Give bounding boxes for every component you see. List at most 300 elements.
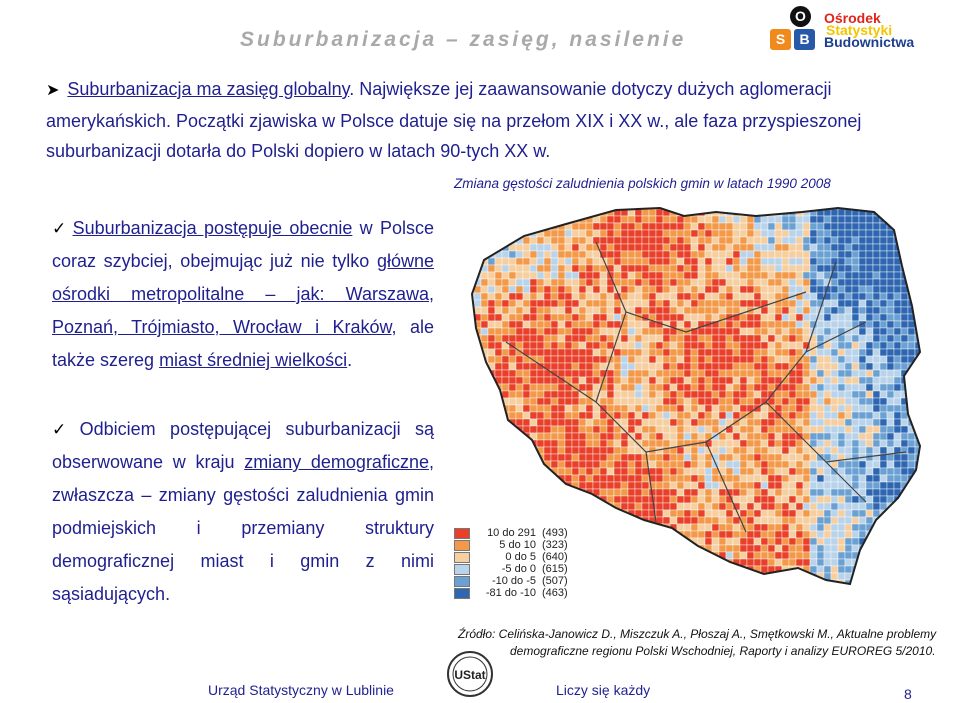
gmina-cell [922,300,929,307]
gmina-cell [635,489,642,496]
gmina-cell [873,587,880,594]
gmina-cell [460,482,467,489]
gmina-cell [831,552,838,559]
gmina-cell [845,349,852,356]
gmina-cell [761,363,768,370]
gmina-cell [600,356,607,363]
gmina-cell [523,601,530,608]
gmina-cell [803,251,810,258]
gmina-cell [551,300,558,307]
gmina-cell [691,531,698,538]
gmina-cell [600,461,607,468]
gmina-cell [600,230,607,237]
gmina-cell [712,573,719,580]
gmina-cell [474,405,481,412]
gmina-cell [859,482,866,489]
gmina-cell [761,461,768,468]
gmina-cell [761,433,768,440]
gmina-cell [677,426,684,433]
gmina-cell [733,356,740,363]
gmina-cell [845,230,852,237]
gmina-cell [502,265,509,272]
gmina-cell [831,363,838,370]
gmina-cell [579,594,586,601]
gmina-cell [635,286,642,293]
gmina-cell [747,216,754,223]
gmina-cell [600,524,607,531]
gmina-cell [705,237,712,244]
gmina-cell [649,503,656,510]
gmina-cell [579,405,586,412]
gmina-cell [586,321,593,328]
gmina-cell [908,328,915,335]
gmina-cell [817,335,824,342]
gmina-cell [677,384,684,391]
gmina-cell [607,552,614,559]
gmina-cell [859,601,866,608]
gmina-cell [453,510,460,517]
gmina-cell [880,517,887,524]
gmina-cell [614,377,621,384]
gmina-cell [586,209,593,216]
gmina-cell [488,258,495,265]
gmina-cell [908,244,915,251]
gmina-cell [705,559,712,566]
gmina-cell [747,524,754,531]
gmina-cell [789,447,796,454]
gmina-cell [733,482,740,489]
gmina-cell [852,601,859,608]
gmina-cell [691,237,698,244]
gmina-cell [607,412,614,419]
gmina-cell [656,433,663,440]
gmina-cell [852,587,859,594]
gmina-cell [649,426,656,433]
gmina-cell [775,538,782,545]
gmina-cell [782,237,789,244]
gmina-cell [922,237,929,244]
gmina-cell [796,552,803,559]
gmina-cell [691,223,698,230]
gmina-cell [670,545,677,552]
gmina-cell [894,349,901,356]
gmina-cell [621,489,628,496]
gmina-cell [495,265,502,272]
gmina-cell [530,398,537,405]
gmina-cell [698,454,705,461]
gmina-cell [796,244,803,251]
gmina-cell [565,503,572,510]
gmina-cell [866,272,873,279]
gmina-cell [530,335,537,342]
gmina-cell [775,244,782,251]
gmina-cell [579,419,586,426]
gmina-cell [600,314,607,321]
gmina-cell [460,230,467,237]
gmina-cell [838,517,845,524]
gmina-cell [628,258,635,265]
gmina-cell [670,286,677,293]
gmina-cell [656,349,663,356]
gmina-cell [838,538,845,545]
gmina-cell [733,300,740,307]
gmina-cell [852,300,859,307]
gmina-cell [670,363,677,370]
gmina-cell [824,440,831,447]
gmina-cell [817,496,824,503]
gmina-cell [481,335,488,342]
gmina-cell [663,496,670,503]
gmina-cell [775,524,782,531]
gmina-cell [558,426,565,433]
gmina-cell [516,489,523,496]
gmina-cell [740,335,747,342]
gmina-cell [684,293,691,300]
gmina-cell [691,468,698,475]
gmina-cell [880,307,887,314]
gmina-cell [509,384,516,391]
gmina-cell [866,237,873,244]
gmina-cell [628,538,635,545]
gmina-cell [768,538,775,545]
gmina-cell [677,405,684,412]
gmina-cell [873,258,880,265]
gmina-cell [873,503,880,510]
gmina-cell [824,559,831,566]
gmina-cell [789,398,796,405]
gmina-cell [824,531,831,538]
gmina-cell [838,230,845,237]
gmina-cell [740,545,747,552]
gmina-cell [677,356,684,363]
gmina-cell [537,489,544,496]
gmina-cell [810,237,817,244]
gmina-cell [761,405,768,412]
gmina-cell [677,370,684,377]
gmina-cell [754,412,761,419]
gmina-cell [915,566,922,573]
gmina-cell [859,475,866,482]
gmina-cell [698,482,705,489]
gmina-cell [803,398,810,405]
gmina-cell [761,391,768,398]
gmina-cell [705,419,712,426]
gmina-cell [593,524,600,531]
gmina-cell [621,566,628,573]
gmina-cell [586,230,593,237]
gmina-cell [705,349,712,356]
gmina-cell [712,531,719,538]
gmina-cell [733,489,740,496]
gmina-cell [488,391,495,398]
gmina-cell [726,405,733,412]
gmina-cell [586,272,593,279]
gmina-cell [796,601,803,608]
gmina-cell [691,601,698,608]
gmina-cell [621,412,628,419]
gmina-cell [481,223,488,230]
gmina-cell [733,251,740,258]
gmina-cell [551,433,558,440]
gmina-cell [698,230,705,237]
gmina-cell [677,573,684,580]
intro-text: . Największe jej zaawansowanie dotyczy dużych aglomeracji amerykańskich. Początki zjawiska w Polsce datuje się na przełom XIX i XX w., ale faza przyspieszonej suburbanizacji dotarła do Polski dopiero w latach 90-tych XX w. [46,79,862,161]
gmina-cell [635,503,642,510]
gmina-cell [712,510,719,517]
gmina-cell [754,314,761,321]
gmina-cell [544,356,551,363]
gmina-cell [726,328,733,335]
gmina-cell [852,405,859,412]
gmina-cell [495,293,502,300]
gmina-cell [796,594,803,601]
gmina-cell [523,328,530,335]
gmina-cell [621,461,628,468]
gmina-cell [586,377,593,384]
gmina-cell [481,293,488,300]
gmina-cell [607,573,614,580]
gmina-cell [614,244,621,251]
gmina-cell [607,447,614,454]
gmina-cell [747,573,754,580]
gmina-cell [733,566,740,573]
gmina-cell [698,587,705,594]
gmina-cell [460,398,467,405]
gmina-cell [761,566,768,573]
gmina-cell [901,566,908,573]
gmina-cell [593,601,600,608]
gmina-cell [915,601,922,608]
gmina-cell [817,293,824,300]
gmina-cell [495,440,502,447]
gmina-cell [908,398,915,405]
gmina-cell [817,503,824,510]
gmina-cell [656,594,663,601]
gmina-cell [586,573,593,580]
gmina-cell [663,391,670,398]
gmina-cell [726,251,733,258]
gmina-cell [530,496,537,503]
legend-row [454,551,568,563]
gmina-cell [803,447,810,454]
gmina-cell [600,328,607,335]
gmina-cell [740,286,747,293]
gmina-cell [880,412,887,419]
gmina-cell [509,293,516,300]
gmina-cell [873,391,880,398]
gmina-cell [593,482,600,489]
gmina-cell [663,580,670,587]
gmina-cell [509,412,516,419]
gmina-cell [824,265,831,272]
gmina-cell [544,517,551,524]
gmina-cell [663,293,670,300]
gmina-cell [495,412,502,419]
gmina-cell [565,426,572,433]
gmina-cell [887,272,894,279]
gmina-cell [565,391,572,398]
gmina-cell [782,335,789,342]
gmina-cell [740,321,747,328]
gmina-cell [544,482,551,489]
gmina-cell [719,377,726,384]
gmina-cell [663,461,670,468]
gmina-cell [572,503,579,510]
gmina-cell [565,447,572,454]
gmina-cell [607,419,614,426]
gmina-cell [593,531,600,538]
gmina-cell [460,258,467,265]
gmina-cell [733,440,740,447]
gmina-cell [460,426,467,433]
gmina-cell [474,349,481,356]
gmina-cell [838,251,845,258]
gmina-cell [740,538,747,545]
gmina-cell [649,601,656,608]
gmina-cell [796,580,803,587]
gmina-cell [705,531,712,538]
gmina-cell [537,237,544,244]
gmina-cell [775,237,782,244]
gmina-cell [796,419,803,426]
para1-underlined-1: Suburbanizacja postępuje obecnie [72,218,353,238]
gmina-cell [670,531,677,538]
gmina-cell [859,468,866,475]
gmina-cell [677,524,684,531]
gmina-cell [887,531,894,538]
gmina-cell [586,426,593,433]
gmina-cell [460,384,467,391]
gmina-cell [600,279,607,286]
gmina-cell [558,307,565,314]
gmina-cell [810,370,817,377]
gmina-cell [600,510,607,517]
gmina-cell [663,538,670,545]
gmina-cell [712,244,719,251]
gmina-cell [705,398,712,405]
gmina-cell [887,265,894,272]
gmina-cell [894,377,901,384]
gmina-cell [852,447,859,454]
gmina-cell [740,349,747,356]
gmina-cell [474,216,481,223]
gmina-cell [649,209,656,216]
gmina-cell [677,398,684,405]
gmina-cell [691,510,698,517]
gmina-cell [705,482,712,489]
gmina-cell [859,384,866,391]
gmina-cell [880,209,887,216]
para2-underlined: zmiany demograficzne [244,452,429,472]
gmina-cell [754,216,761,223]
gmina-cell [915,307,922,314]
gmina-cell [782,384,789,391]
gmina-cell [873,433,880,440]
gmina-cell [831,524,838,531]
gmina-cell [901,202,908,209]
gmina-cell [719,370,726,377]
gmina-cell [677,580,684,587]
gmina-cell [621,328,628,335]
gmina-cell [726,202,733,209]
gmina-cell [635,216,642,223]
gmina-cell [922,503,929,510]
gmina-cell [754,587,761,594]
gmina-cell [810,552,817,559]
gmina-cell [684,321,691,328]
gmina-cell [523,335,530,342]
gmina-cell [719,447,726,454]
gmina-cell [691,307,698,314]
gmina-cell [572,545,579,552]
gmina-cell [488,293,495,300]
gmina-cell [831,447,838,454]
gmina-cell [460,251,467,258]
gmina-cell [712,251,719,258]
gmina-cell [761,244,768,251]
gmina-cell [649,419,656,426]
gmina-cell [922,510,929,517]
gmina-cell [502,454,509,461]
gmina-cell [894,587,901,594]
gmina-cell [810,356,817,363]
gmina-cell [719,244,726,251]
gmina-cell [523,321,530,328]
gmina-cell [768,545,775,552]
gmina-cell [530,377,537,384]
gmina-cell [824,391,831,398]
gmina-cell [467,384,474,391]
gmina-cell [831,244,838,251]
gmina-cell [684,468,691,475]
gmina-cell [614,454,621,461]
gmina-cell [880,328,887,335]
gmina-cell [761,384,768,391]
gmina-cell [614,426,621,433]
gmina-cell [474,398,481,405]
gmina-cell [880,496,887,503]
gmina-cell [880,321,887,328]
gmina-cell [530,426,537,433]
gmina-cell [537,300,544,307]
gmina-cell [754,230,761,237]
gmina-cell [495,349,502,356]
gmina-cell [747,461,754,468]
gmina-cell [635,580,642,587]
gmina-cell [838,272,845,279]
gmina-cell [684,489,691,496]
gmina-cell [663,279,670,286]
gmina-cell [586,475,593,482]
gmina-cell [887,230,894,237]
gmina-cell [572,587,579,594]
gmina-cell [768,349,775,356]
gmina-cell [628,356,635,363]
gmina-cell [460,363,467,370]
gmina-cell [649,265,656,272]
gmina-cell [642,475,649,482]
gmina-cell [894,391,901,398]
gmina-cell [502,307,509,314]
gmina-cell [859,342,866,349]
gmina-cell [824,363,831,370]
gmina-cell [516,405,523,412]
gmina-cell [915,258,922,265]
gmina-cell [796,531,803,538]
gmina-cell [880,447,887,454]
gmina-cell [733,454,740,461]
gmina-cell [670,461,677,468]
